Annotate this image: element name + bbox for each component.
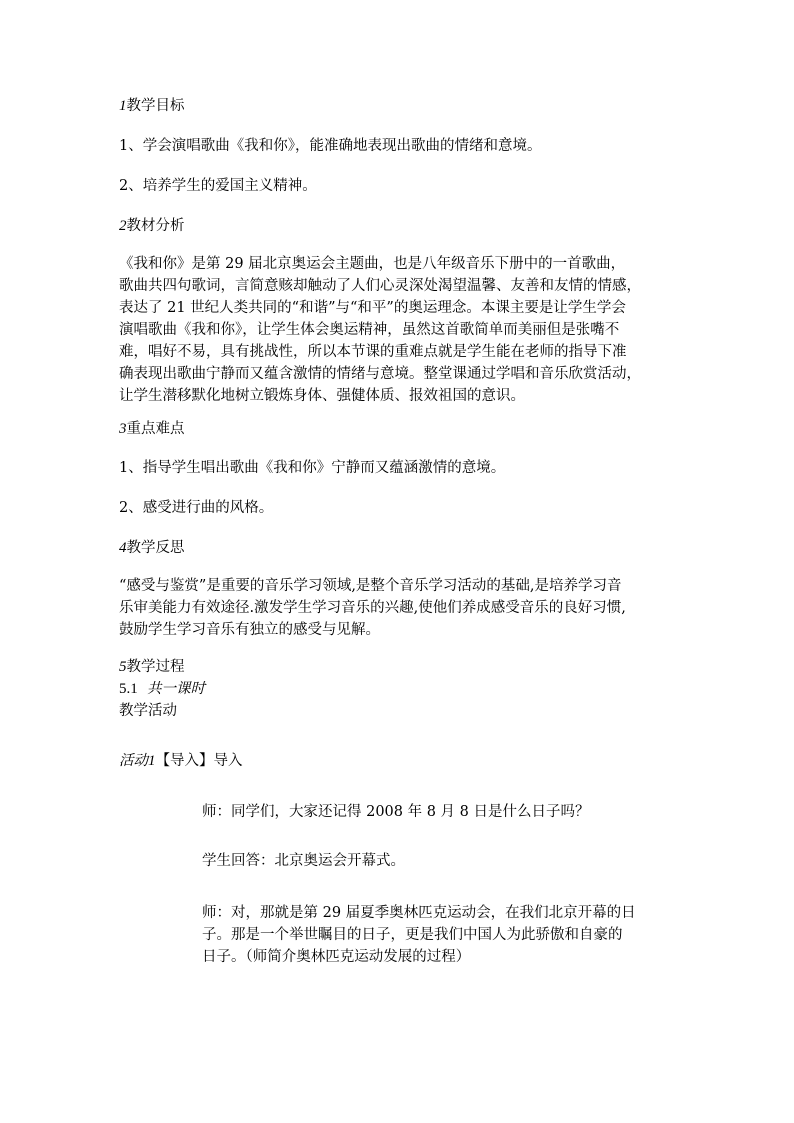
activity-tag: 【导入】 [155,753,214,769]
section-2-title: 教材分析 [126,218,185,234]
section-5-heading [119,656,185,678]
section-2-number: 2 [119,218,127,234]
analysis-line: 《我和你》是第 29 届北京奥运会主题曲，也是八年级音乐下册中的一首歌曲， [119,256,626,272]
key-point-item-1: 1、指导学生唱出歌曲《我和你》宁静而又蕴涵激情的意境。 [119,460,506,476]
explanation-line: 师：对，那就是第 29 届夏季奥林匹克运动会，在我们北京开幕的日 [202,905,636,921]
activity-number: 1 [148,753,156,769]
analysis-line: 表达了 21 世纪人类共同的“和谐”与“和平”的奥运理念。本课主要是让学生学会 [119,300,626,316]
textbook-analysis-paragraph [119,253,689,407]
section-4-number: 4 [119,540,127,556]
reflection-line: “感受与鉴赏”是重要的音乐学习领域,是整个音乐学习活动的基础,是培养学习音 [119,578,622,594]
section-5-title: 教学过程 [126,659,185,675]
teacher-explanation [202,902,636,968]
goal-item-2: 2、培养学生的爱国主义精神。 [119,178,317,194]
activity-1-heading [119,750,243,772]
analysis-line: 确表现出歌曲宁静而又蕴含激情的情绪与意境。整堂课通过学唱和音乐欣赏活动， [119,366,641,382]
section-2-heading [119,215,185,237]
activity-header: 教学活动 [119,703,177,719]
goal-item-1: 1、学会演唱歌曲《我和你》，能准确地表现出歌曲的情绪和意境。 [119,138,542,154]
explanation-line: 子。那是一个举世瞩目的日子，更是我们中国人为此骄傲和自豪的 [202,927,623,943]
section-3-title: 重点难点 [126,421,185,437]
student-answer: 学生回答：北京奥运会开幕式。 [202,853,405,869]
section-1-number: 1 [119,98,127,114]
explanation-line: 日子。（师简介奥林匹克运动发展的过程） [202,949,471,965]
reflection-line: 鼓励学生学习音乐有独立的感受与见解。 [119,622,380,638]
section-4-title: 教学反思 [126,540,185,556]
key-point-item-2: 2、感受进行曲的风格。 [119,500,274,516]
section-5-number: 5 [119,659,127,675]
analysis-line: 歌曲共四句歌词，言简意赅却触动了人们心灵深处渴望温馨、友善和友情的情感， [119,278,641,294]
analysis-line: 演唱歌曲《我和你》，让学生体会奥运精神，虽然这首歌简单而美丽但是张嘴不 [119,322,620,338]
section-1-heading [119,95,185,117]
activity-name: 导入 [213,753,243,769]
section-3-heading [119,418,185,440]
lesson-count-line [119,678,205,700]
section-4-heading [119,537,185,559]
analysis-line: 难，唱好不易，具有挑战性，所以本节课的重难点就是学生能在老师的指导下准 [119,344,627,360]
sub-section-number: 5.1 [119,681,138,697]
sub-section-title: 共一课时 [146,681,205,697]
analysis-line: 让学生潜移默化地树立锻炼身体、强健体质、报效祖国的意识。 [119,388,525,404]
activity-prefix: 活动 [119,753,148,769]
section-1-title: 教学目标 [126,98,185,114]
reflection-paragraph [119,575,689,641]
section-3-number: 3 [119,421,127,437]
teacher-question: 师：同学们，大家还记得 2008 年 8 月 8 日是什么日子吗？ [202,804,590,820]
reflection-line: 乐审美能力有效途径.激发学生学习音乐的兴趣,使他们养成感受音乐的良好习惯, [119,600,626,616]
